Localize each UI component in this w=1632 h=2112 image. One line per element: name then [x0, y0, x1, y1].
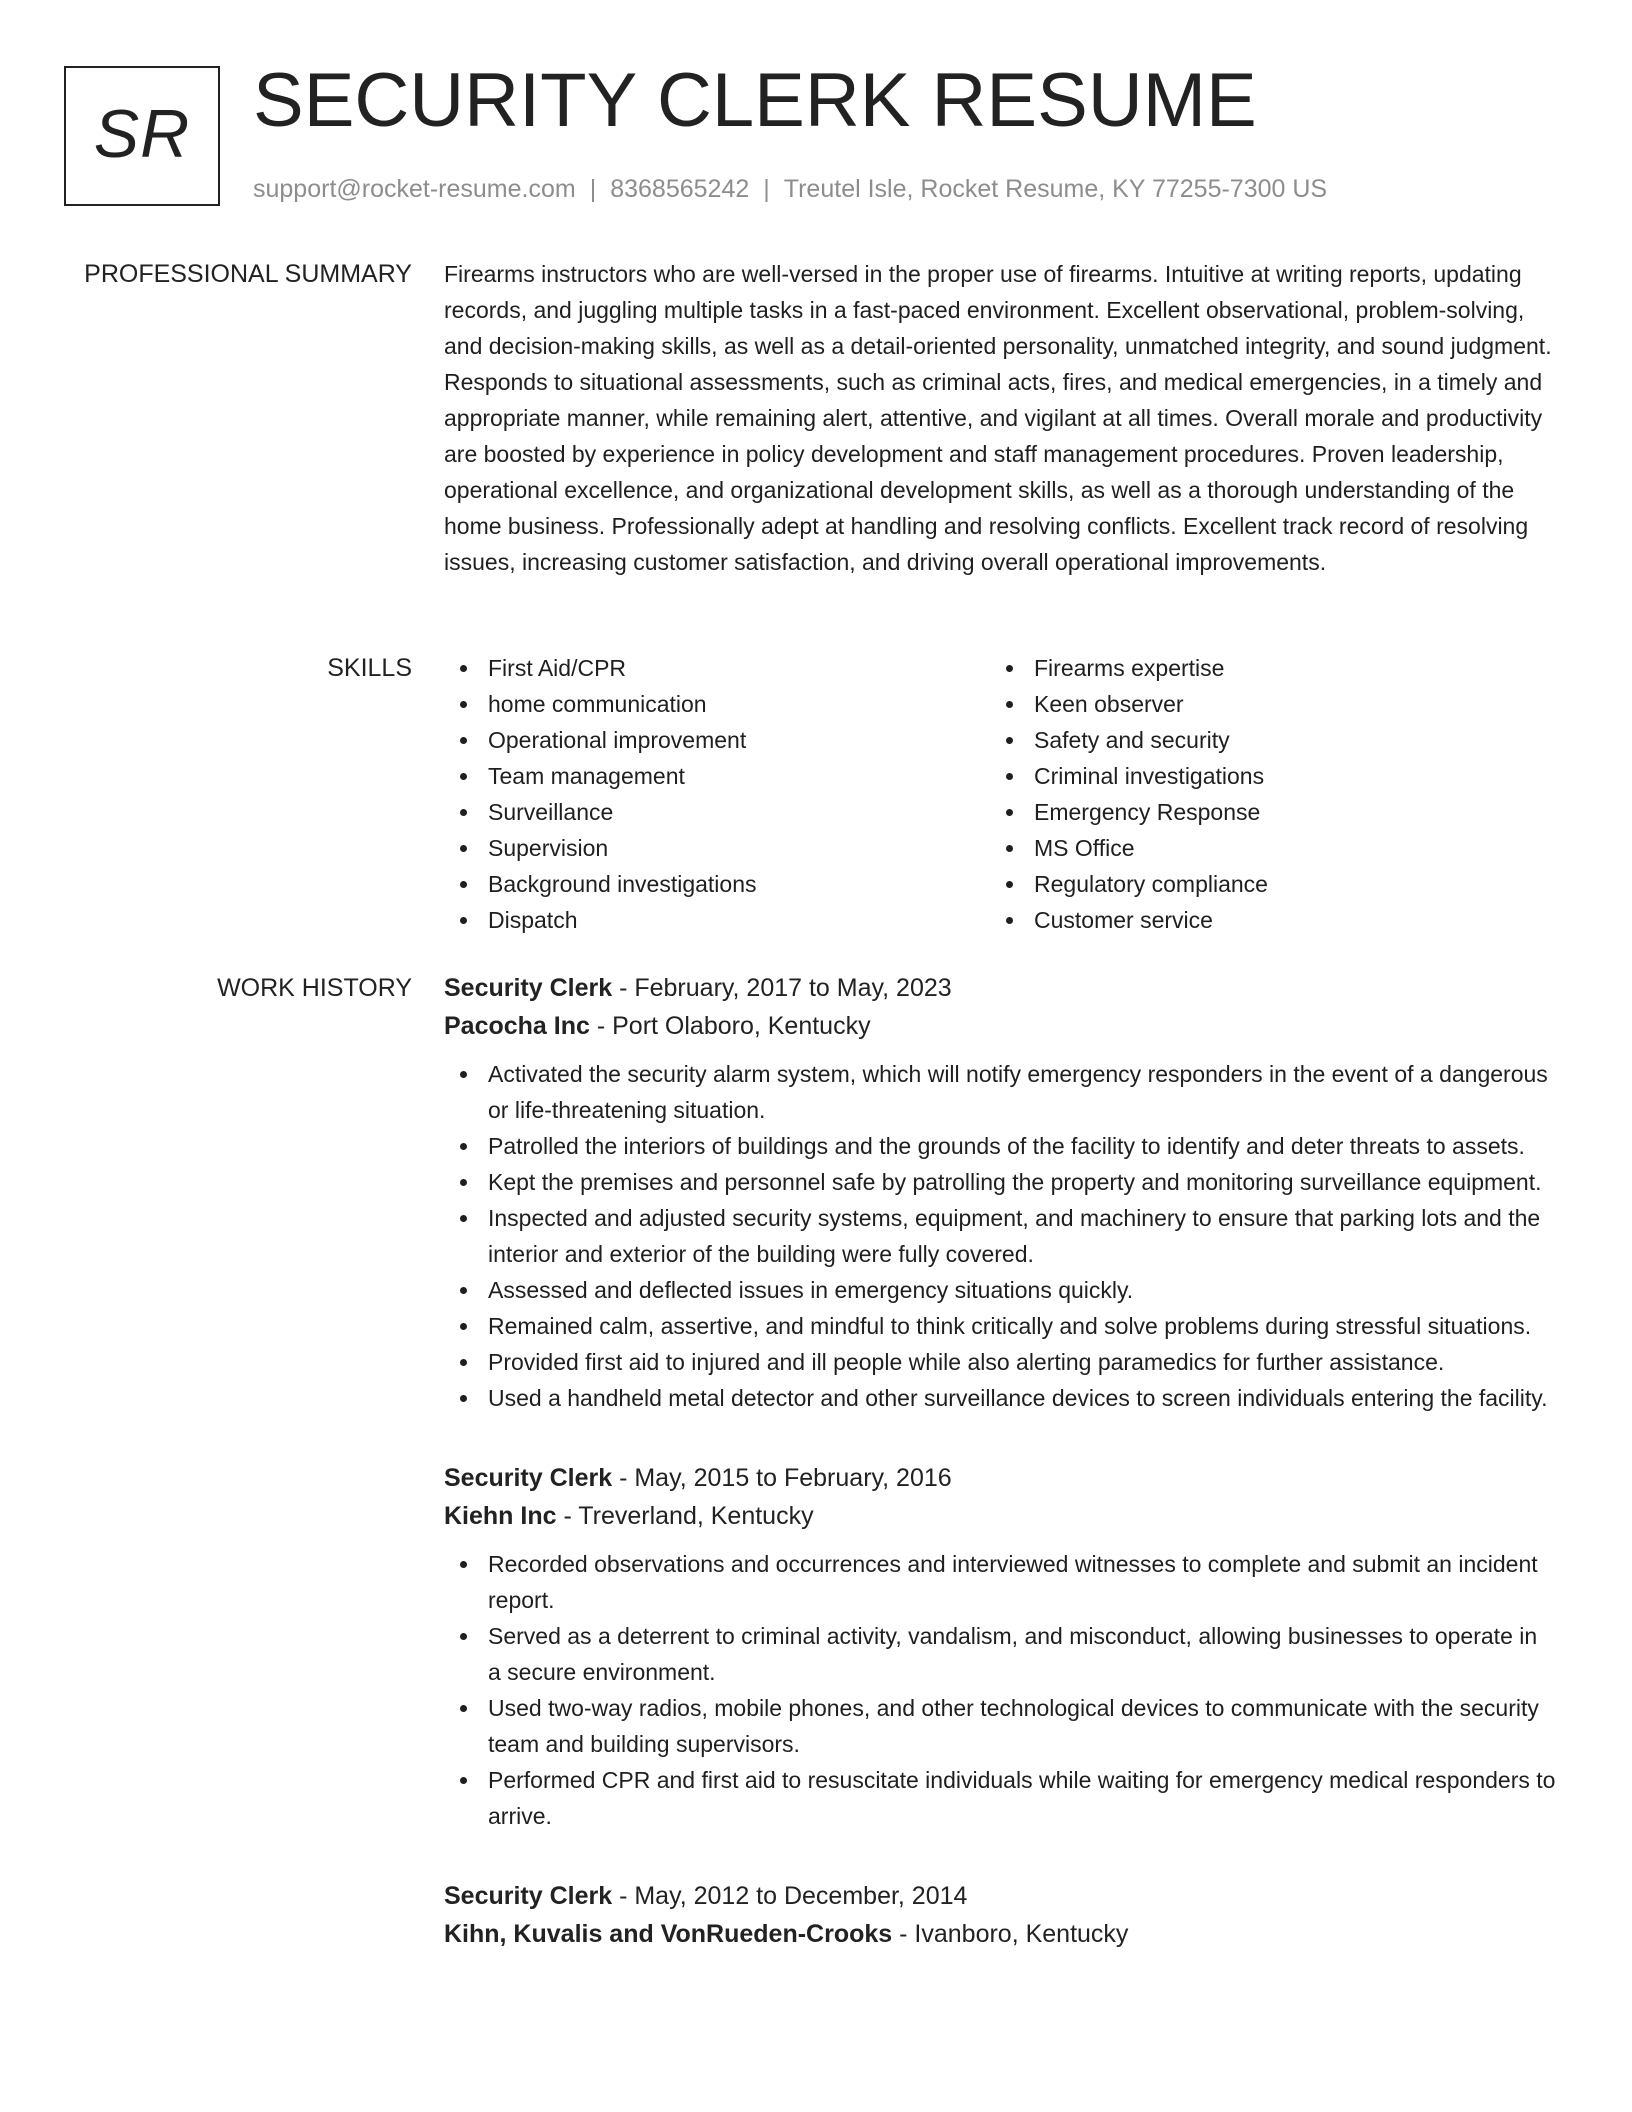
- skill-item: Customer service: [990, 902, 1536, 938]
- skill-item: home communication: [444, 686, 990, 722]
- skill-item: Team management: [444, 758, 990, 794]
- skill-item: Supervision: [444, 830, 990, 866]
- skill-item: Regulatory compliance: [990, 866, 1536, 902]
- skill-item: Keen observer: [990, 686, 1536, 722]
- job-location: - Treverland, Kentucky: [556, 1502, 814, 1530]
- skills-heading: SKILLS: [327, 654, 412, 682]
- work-history-heading: WORK HISTORY: [217, 974, 412, 1002]
- monogram-box: [64, 66, 220, 206]
- skills-body: [444, 650, 1556, 938]
- duty-item: Used two-way radios, mobile phones, and other technological devices to communicate with the security team and building supervisors.: [444, 1690, 1556, 1762]
- contact-separator: |: [763, 175, 770, 203]
- job-company-line: [444, 1006, 1556, 1046]
- skill-item: Safety and security: [990, 722, 1536, 758]
- skill-item: Background investigations: [444, 866, 990, 902]
- duty-item: Provided first aid to injured and ill people while also alerting paramedics for further assistance.: [444, 1344, 1556, 1380]
- contact-separator: |: [589, 175, 597, 203]
- duty-item: Remained calm, assertive, and mindful to think critically and solve problems during stressful situations.: [444, 1308, 1556, 1344]
- job-company: Pacocha Inc: [444, 1012, 590, 1040]
- duty-item: Activated the security alarm system, which will notify emergency responders in the event of a dangerous or life-threatening situation.: [444, 1056, 1556, 1128]
- skill-item: Dispatch: [444, 902, 990, 938]
- job-duties-list: [444, 1546, 1556, 1834]
- summary-text: Firearms instructors who are well-versed in the proper use of firearms. Intuitive at writing reports, updating records, and juggling multiple tasks in a fast-paced environment. Excellent observational, problem-solving, and decision-making skills, as well as a detail-oriented personality, unmatched integrity, and sound judgment. Responds to situational assessments, such as criminal acts, fires, and medical emergencies, in a timely and appropriate manner, while remaining alert, attentive, and vigilant at all times. Overall morale and productivity are boosted by experience in policy development and staff management procedures. Proven leadership, operational excellence, and organizational development skills, as well as a thorough understanding of the home business. Professionally adept at handling and resolving conflicts. Excellent track record of resolving issues, increasing customer satisfaction, and driving overall operational improvements.: [444, 261, 1552, 575]
- job-company: Kiehn Inc: [444, 1502, 557, 1530]
- job-title-line: [444, 1460, 1556, 1496]
- job-company-line: [444, 1914, 1556, 1954]
- job-title: Security Clerk: [444, 974, 613, 1002]
- job-location: - Ivanboro, Kentucky: [892, 1920, 1129, 1948]
- skill-item: MS Office: [990, 830, 1536, 866]
- job-duties-list: [444, 1056, 1556, 1416]
- duty-item: Used a handheld metal detector and other surveillance devices to screen individuals entering the facility.: [444, 1380, 1556, 1416]
- duty-item: Performed CPR and first aid to resuscitate individuals while waiting for emergency medical responders to arrive.: [444, 1762, 1556, 1834]
- summary-heading: PROFESSIONAL SUMMARY: [84, 260, 412, 288]
- skill-item: First Aid/CPR: [444, 650, 990, 686]
- duty-item: Served as a deterrent to criminal activity, vandalism, and misconduct, allowing businesses to operate in a secure environment.: [444, 1618, 1556, 1690]
- job-entry: [444, 970, 1556, 1416]
- duty-item: Patrolled the interiors of buildings and the grounds of the facility to identify and deter threats to assets.: [444, 1128, 1556, 1164]
- job-title: Security Clerk: [444, 1464, 613, 1492]
- duty-item: Inspected and adjusted security systems, equipment, and machinery to ensure that parking lots and the interior and exterior of the building were fully covered.: [444, 1200, 1556, 1272]
- job-dates: - May, 2015 to February, 2016: [612, 1464, 952, 1492]
- job-title-line: [444, 1878, 1556, 1914]
- job-company-line: [444, 1496, 1556, 1536]
- skill-item: Firearms expertise: [990, 650, 1536, 686]
- skill-item: Operational improvement: [444, 722, 990, 758]
- job-entry: [444, 1878, 1556, 1954]
- job-company: Kihn, Kuvalis and VonRueden-Crooks: [444, 1920, 893, 1948]
- skill-item: Criminal investigations: [990, 758, 1536, 794]
- contact-line: [253, 172, 1327, 206]
- job-dates: - May, 2012 to December, 2014: [612, 1882, 968, 1910]
- job-location: - Port Olaboro, Kentucky: [589, 1012, 871, 1040]
- work-history-body: [444, 970, 1556, 1954]
- resume-title: SECURITY CLERK RESUME: [253, 58, 1257, 143]
- skill-item: Surveillance: [444, 794, 990, 830]
- summary-body: [444, 256, 1556, 580]
- skills-list: [444, 650, 1556, 938]
- contact-address: Treutel Isle, Rocket Resume, KY 77255-7300 US: [783, 175, 1328, 203]
- job-dates: - February, 2017 to May, 2023: [612, 974, 952, 1002]
- skill-item: Emergency Response: [990, 794, 1536, 830]
- job-title: Security Clerk: [444, 1882, 613, 1910]
- contact-email[interactable]: support@rocket-resume.com: [253, 175, 576, 203]
- duty-item: Recorded observations and occurrences and interviewed witnesses to complete and submit an incident report.: [444, 1546, 1556, 1618]
- duty-item: Assessed and deflected issues in emergency situations quickly.: [444, 1272, 1556, 1308]
- job-entry: [444, 1460, 1556, 1834]
- monogram-initials: SR: [93, 96, 191, 172]
- duty-item: Kept the premises and personnel safe by patrolling the property and monitoring surveillance equipment.: [444, 1164, 1556, 1200]
- job-title-line: [444, 970, 1556, 1006]
- contact-phone[interactable]: 8368565242: [610, 175, 750, 203]
